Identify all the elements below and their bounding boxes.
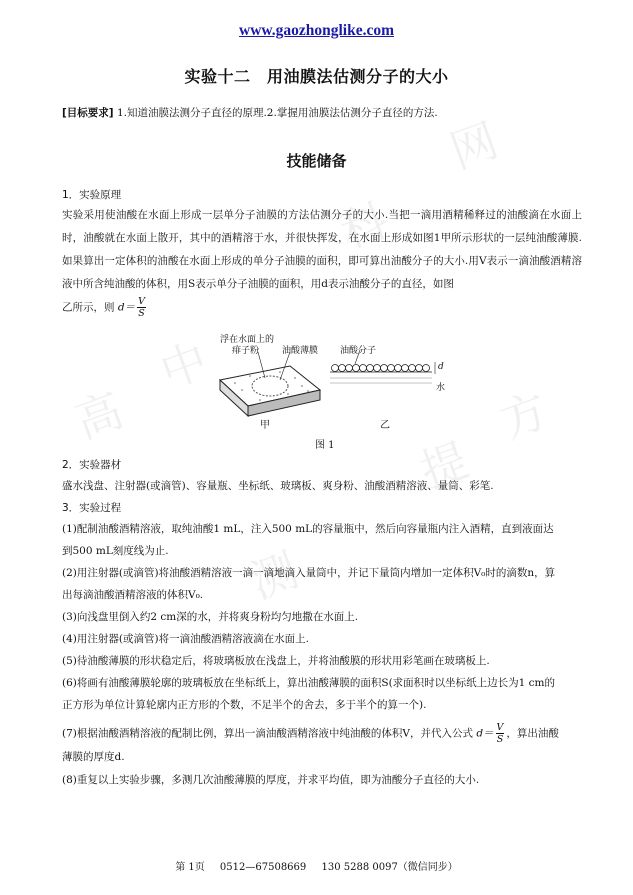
watermark: 提 xyxy=(413,432,475,500)
step-7-tail: ，算出油酸 xyxy=(506,727,559,740)
principle-text xyxy=(62,204,582,320)
principle-body: 实验采用使油酸在水面上形成一层单分子油膜的方法估测分子的大小.当把一滴用酒精稀释过的油酸滴在水面上时，油酸就在水面上散开，其中的酒精溶于水，并很快挥发，在水面上形成如图1甲所示形状的一层纯油酸薄膜.如果算出一定体积的油酸在水面上形成的单分子油膜的面积，即可算出油酸分子的大小.用V表示一滴油酸酒精溶液中所含纯油酸的体积，用S表示单分子油膜的面积，用d表示油酸分子的直径，如图 xyxy=(62,209,582,290)
formula-denominator: S xyxy=(138,308,145,319)
step-8: (8)重复以上实验步骤，多测几次油酸薄膜的厚度，并求平均值，即为油酸分子直径的大小. xyxy=(62,774,480,786)
equipment-heading: 2．实验器材 xyxy=(62,459,122,471)
formula-lhs: d＝ xyxy=(117,301,136,314)
section-title: 技能储备 xyxy=(286,152,347,170)
footer-page: 第 1页 xyxy=(175,862,205,873)
goal-row xyxy=(62,105,438,120)
footer-phone1: 0512—67508669 xyxy=(219,862,307,873)
figure-1 xyxy=(210,328,450,468)
step-7a xyxy=(62,722,559,745)
label-molecule: 油酸分子 xyxy=(340,346,377,356)
equipment-text: 盛水浅盘、注射器(或滴管)、容量瓶、坐标纸、玻璃板、爽身粉、油酸酒精溶液、量筒、彩笔. xyxy=(62,480,494,492)
step-2a: (2)用注射器(或滴管)将油酸酒精溶液一滴一滴地滴入量筒中，并记下量筒内增加一定体积V₀时的滴数n，算 xyxy=(62,567,556,579)
goal-text: 1.知道油膜法测分子直径的原理.2.掌握用油膜法估测分子直径的方法. xyxy=(116,107,438,119)
label-water: 水 xyxy=(436,383,446,393)
step-5: (5)待油酸薄膜的形状稳定后，将玻璃板放在浅盘上，并将油酸膜的形状用彩笔画在玻璃板上. xyxy=(62,655,490,667)
step-4: (4)用注射器(或滴管)将一滴油酸酒精溶液滴在水面上. xyxy=(62,633,309,645)
watermark: 测 xyxy=(243,542,305,610)
step-2b: 出每滴油酸酒精溶液的体积V₀. xyxy=(62,589,204,601)
label-d: d xyxy=(438,362,444,372)
label-powder-1: 浮在水面上的 xyxy=(220,335,275,345)
formula-fraction xyxy=(137,296,146,319)
page-title: 实验十二 用油膜法估测分子的大小 xyxy=(184,67,449,86)
goal-label: [目标要求] xyxy=(62,107,114,119)
step-7-formula-lhs: d＝ xyxy=(476,727,494,740)
watermark: 方 xyxy=(493,382,555,450)
principle-last: 乙所示，则 xyxy=(62,301,115,314)
label-oil-film: 油酸薄膜 xyxy=(282,346,319,356)
formula-numerator: V xyxy=(138,296,145,307)
sub-left: 甲 xyxy=(260,420,270,431)
step-6b: 正方形为单位计算轮廓内正方形的个数，不足半个的舍去，多于半个的算一个). xyxy=(62,699,427,711)
watermark: 科 xyxy=(333,192,395,260)
oil-film xyxy=(252,376,288,396)
step-7-text: (7)根据油酸酒精溶液的配制比例，算出一滴油酸酒精溶液中纯油酸的体积V，并代入公式 xyxy=(62,727,473,740)
principle-heading: 1．实验原理 xyxy=(62,189,122,201)
step-7-numerator: V xyxy=(496,722,504,733)
step-1a: (1)配制油酸酒精溶液，取纯油酸1 mL，注入500 mL的容量瓶中，然后向容量瓶内注入酒精，直到液面达 xyxy=(62,523,554,535)
step-7-denominator: S xyxy=(496,734,504,745)
step-7-fraction xyxy=(496,722,505,745)
sub-right: 乙 xyxy=(380,420,390,431)
process-heading: 3．实验过程 xyxy=(62,502,122,514)
label-powder-2: 痱子粉 xyxy=(232,346,260,356)
step-1b: 到500 mL刻度线为止. xyxy=(62,545,169,557)
watermark: 高 xyxy=(68,382,130,450)
watermark: 中 xyxy=(153,332,215,400)
site-link[interactable]: www.gaozhonglike.com xyxy=(239,22,394,39)
molecule-row xyxy=(332,365,430,372)
step-6a: (6)将画有油酸薄膜轮廓的玻璃板放在坐标纸上，算出油酸薄膜的面积S(求面积时以坐标纸上边长为1 cm的 xyxy=(62,677,556,689)
watermark: 网 xyxy=(443,112,505,180)
step-3: (3)向浅盘里倒入约2 cm深的水，并将爽身粉均匀地撒在水面上. xyxy=(62,611,359,623)
footer-phone2: 130 5288 0097（微信同步） xyxy=(321,862,458,873)
step-7b: 薄膜的厚度d. xyxy=(62,751,125,763)
figure-caption: 图 1 xyxy=(315,440,335,451)
footer xyxy=(0,858,633,873)
